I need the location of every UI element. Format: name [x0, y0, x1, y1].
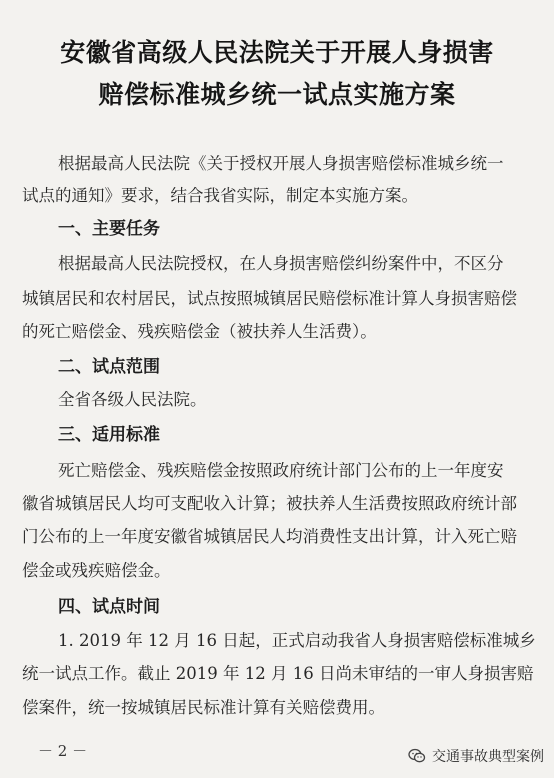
page-number: － 2 － [38, 742, 88, 760]
section-heading-tasks: 一、主要任务 [58, 219, 160, 239]
section-standard-line-3: 门公布的上一年度安徽省城镇居民人均消费性支出计算，计入死亡赔 [22, 527, 517, 546]
section-time-line-1: 1. 2019 年 12 月 16 日起，正式启动我省人身损害赔偿标准城乡 [58, 631, 536, 650]
wechat-icon [408, 747, 426, 765]
section-tasks-line-3: 的死亡赔偿金、残疾赔偿金（被扶养人生活费）。 [22, 322, 377, 341]
section-heading-scope: 二、试点范围 [58, 357, 160, 377]
section-scope-line-1: 全省各级人民法院。 [58, 390, 207, 409]
document-title-line-1: 安徽省高级人民法院关于开展人身损害 [60, 38, 494, 67]
section-heading-standard: 三、适用标准 [58, 425, 160, 445]
intro-line-2: 试点的通知》要求，结合我省实际，制定本实施方案。 [22, 186, 418, 205]
document-title-line-2: 赔偿标准城乡统一试点实施方案 [98, 80, 456, 109]
section-tasks-line-2: 城镇居民和农村居民，试点按照城镇居民赔偿标准计算人身损害赔偿 [22, 289, 517, 308]
section-standard-line-4: 偿金或残疾赔偿金。 [22, 561, 171, 580]
watermark-text: 交通事故典型案例 [432, 749, 544, 765]
section-standard-line-2: 徽省城镇居民人均可支配收入计算；被扶养人生活费按照政府统计部 [22, 494, 517, 513]
section-time-line-2: 统一试点工作。截止 2019 年 12 月 16 日尚未审结的一审人身损害赔 [22, 664, 534, 683]
watermark [408, 746, 544, 766]
section-time-line-3: 偿案件，统一按城镇居民标准计算有关赔偿费用。 [22, 698, 385, 717]
section-standard-line-1: 死亡赔偿金、残疾赔偿金按照政府统计部门公布的上一年度安 [58, 461, 504, 480]
section-tasks-line-1: 根据最高人民法院授权，在人身损害赔偿纠纷案件中，不区分 [58, 254, 504, 273]
intro-line-1: 根据最高人民法院《关于授权开展人身损害赔偿标准城乡统一 [58, 154, 504, 173]
section-heading-time: 四、试点时间 [58, 597, 160, 617]
